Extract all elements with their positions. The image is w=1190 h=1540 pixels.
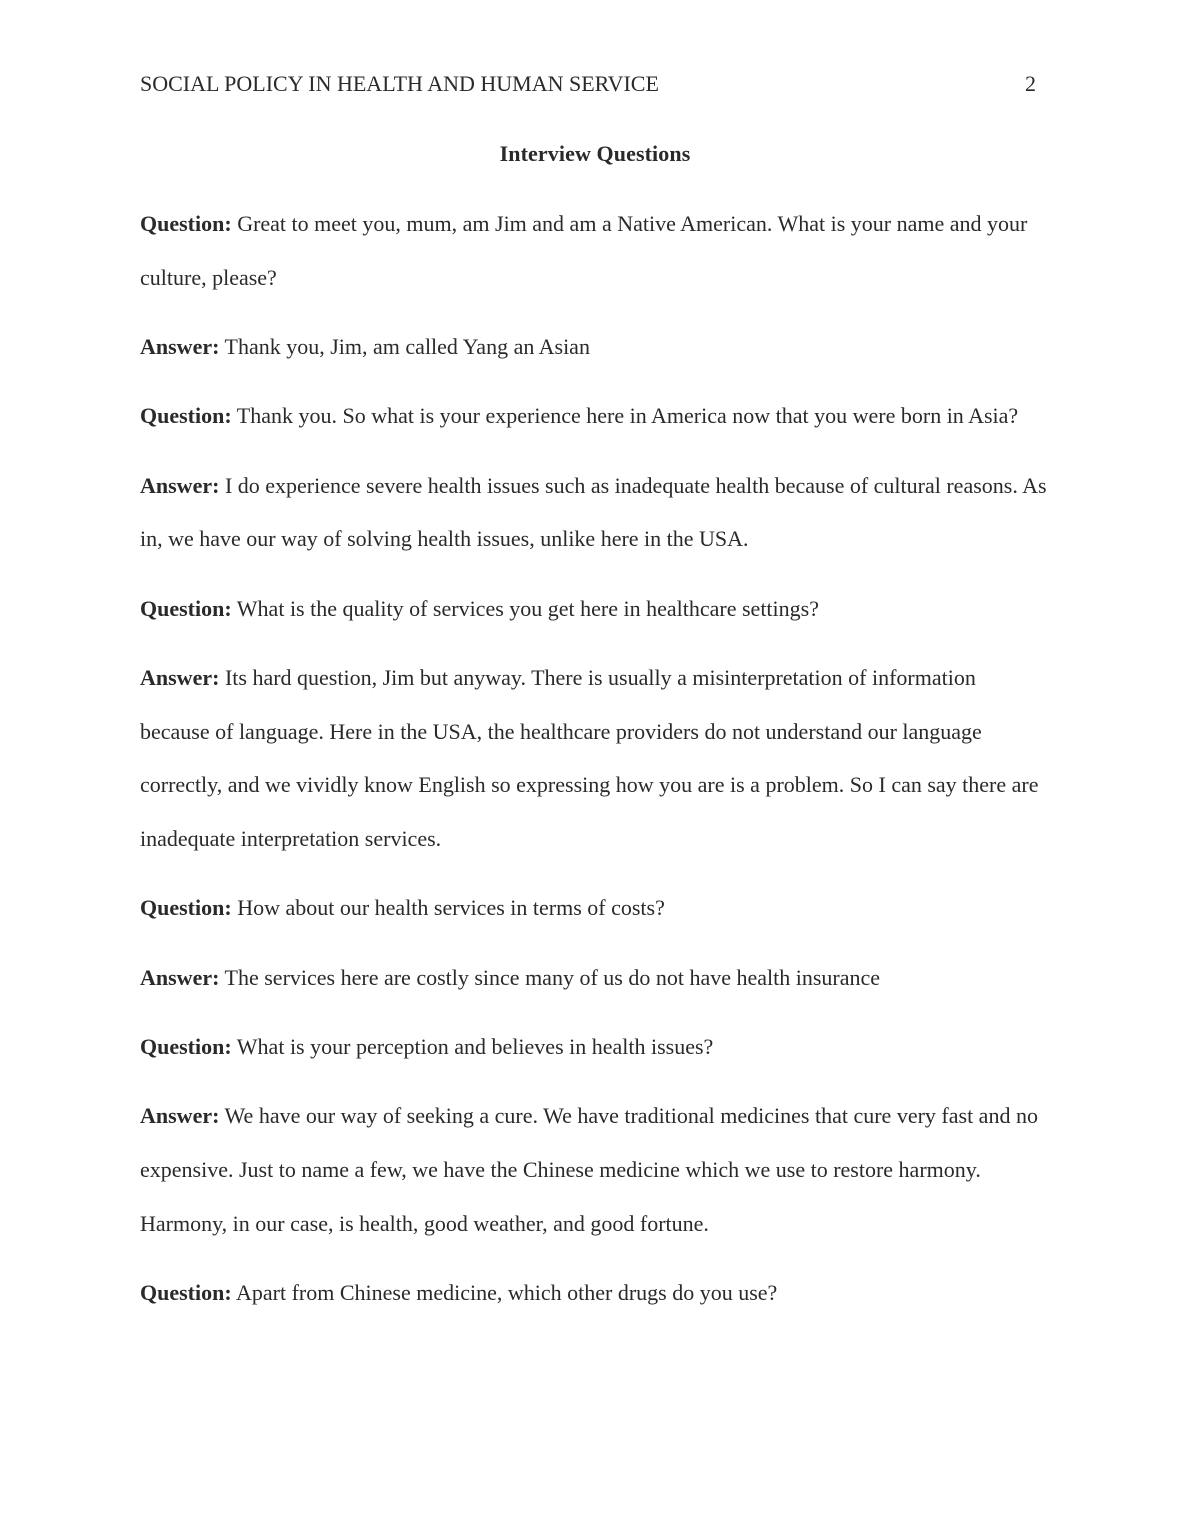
answer-text: Thank you, Jim, am called Yang an Asian <box>224 334 590 359</box>
answer-label: Answer: <box>140 664 220 690</box>
question-text: What is your perception and believes in health issues? <box>236 1033 714 1059</box>
question-paragraph <box>140 1020 1050 1074</box>
answer-paragraph <box>140 651 1050 866</box>
question-paragraph <box>140 1266 1050 1320</box>
answer-paragraph <box>140 1089 1050 1250</box>
answer-label: Answer: <box>140 1103 220 1129</box>
answer-label: Answer: <box>140 964 220 990</box>
question-text: What is the quality of services you get here in healthcare settings? <box>236 595 819 621</box>
question-label: Question: <box>140 895 232 921</box>
question-label: Question: <box>140 211 232 236</box>
question-text: Great to meet you, mum, am Jim and am a Native American. What is your name and your culture, please? <box>140 211 1028 290</box>
question-label: Question: <box>140 1279 232 1305</box>
question-paragraph <box>140 197 1050 304</box>
document-title: Interview Questions <box>499 141 691 166</box>
question-text: Apart from Chinese medicine, which other drugs do you use? <box>235 1279 778 1305</box>
question-text: How about our health services in terms of costs? <box>237 895 665 921</box>
question-paragraph <box>140 389 1050 443</box>
question-text: Thank you. So what is your experience here in America now that you were born in Asia? <box>236 403 1019 429</box>
answer-label: Answer: <box>140 334 220 359</box>
answer-label: Answer: <box>140 472 220 498</box>
answer-text: We have our way of seeking a cure. We have traditional medicines that cure very fast and no expensive. Just to name a few, we have the Chinese medicine which we use to restore harmony. Harmony, in our case, is health, good weather, and good fortune. <box>140 1103 1038 1236</box>
question-label: Question: <box>140 1033 232 1059</box>
interview-body <box>140 197 1050 1335</box>
answer-paragraph <box>140 320 1050 374</box>
answer-text: The services here are costly since many of us do not have health insurance <box>224 964 881 990</box>
running-header <box>140 70 1036 98</box>
answer-text: I do experience severe health issues such as inadequate health because of cultural reasons. As in, we have our way of solving health issues, unlike here in the USA. <box>140 472 1047 552</box>
page-number: 2 <box>1025 71 1036 96</box>
answer-paragraph <box>140 459 1050 566</box>
answer-paragraph <box>140 951 1050 1005</box>
question-paragraph <box>140 881 1050 935</box>
question-label: Question: <box>140 403 232 429</box>
running-title: SOCIAL POLICY IN HEALTH AND HUMAN SERVICE <box>140 71 659 96</box>
question-paragraph <box>140 582 1050 636</box>
question-label: Question: <box>140 595 232 621</box>
answer-text: Its hard question, Jim but anyway. There is usually a misinterpretation of information because of language. Here in the USA, the healthcare providers do not understand our language correctly, and we vividly know English so expressing how you are is a problem. So I can say there are inadequate interpretation services. <box>140 664 1039 851</box>
